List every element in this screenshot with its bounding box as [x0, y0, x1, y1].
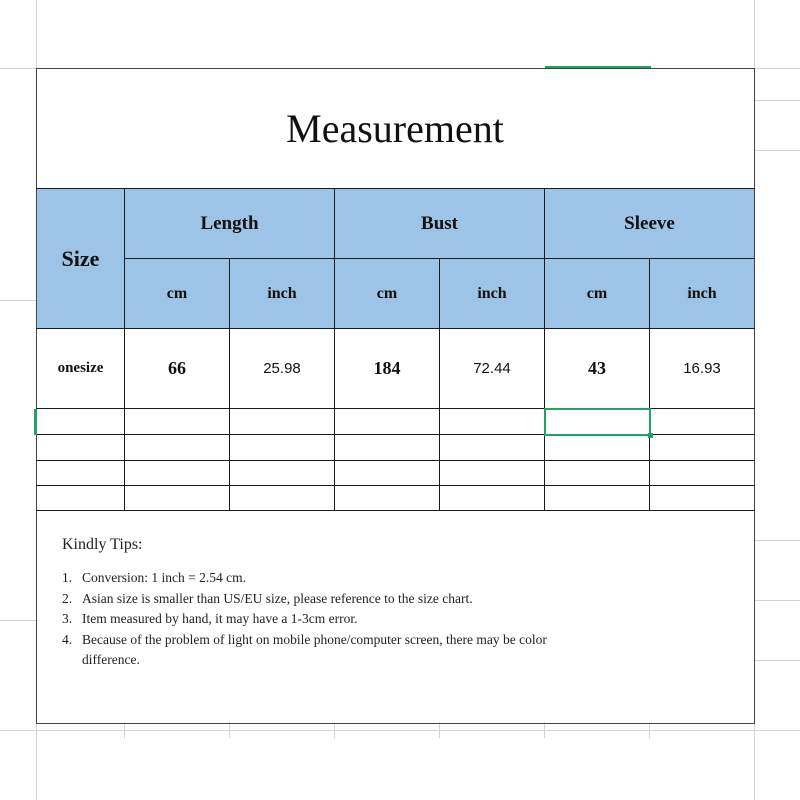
- unit-label: cm: [166, 284, 188, 302]
- table-line: [229, 258, 230, 511]
- gridline: [439, 722, 440, 738]
- table-line: [439, 258, 440, 511]
- group-label: Length: [200, 212, 259, 234]
- table-line: [36, 188, 755, 189]
- empty-cell[interactable]: [37, 409, 124, 434]
- empty-cell[interactable]: [37, 435, 124, 460]
- table-line: [649, 258, 650, 511]
- fill-handle[interactable]: [648, 433, 653, 438]
- empty-cell[interactable]: [37, 461, 124, 485]
- group-label: Sleeve: [624, 212, 675, 234]
- table-cell[interactable]: 72.44: [473, 360, 511, 377]
- table-line: [36, 485, 755, 486]
- size-header-cell[interactable]: [37, 189, 124, 328]
- table-line: [36, 510, 755, 511]
- tips-list: [62, 568, 562, 671]
- group-header-sleeve[interactable]: [545, 189, 754, 258]
- gridline: [0, 300, 36, 301]
- list-item: 1. Conversion: 1 inch = 2.54 cm.: [62, 570, 246, 585]
- gridline: [754, 150, 800, 151]
- group-label: Bust: [421, 212, 458, 234]
- table-cell[interactable]: 16.93: [683, 360, 721, 377]
- page-title: Measurement: [286, 105, 504, 151]
- gridline: [334, 722, 335, 738]
- gridline: [544, 722, 545, 738]
- unit-label: cm: [586, 284, 608, 302]
- unit-label: inch: [687, 284, 717, 302]
- unit-label: inch: [267, 284, 297, 302]
- unit-label: cm: [376, 284, 398, 302]
- table-line: [36, 460, 755, 461]
- table-line: [124, 188, 125, 511]
- table-cell[interactable]: 184: [373, 358, 401, 378]
- unit-header-cell[interactable]: [650, 259, 754, 328]
- gridline: [124, 722, 125, 738]
- table-line: [334, 188, 335, 511]
- group-header-bust[interactable]: [335, 189, 544, 258]
- unit-header-cell[interactable]: [230, 259, 334, 328]
- unit-header-cell[interactable]: [125, 259, 229, 328]
- group-header-length[interactable]: [125, 189, 334, 258]
- table-cell[interactable]: 25.98: [263, 360, 301, 377]
- list-item: 4. Because of the problem of light on mobile phone/computer screen, there may be color difference.: [62, 631, 547, 667]
- outer-border-bottom: [36, 723, 755, 724]
- list-item: 3. Item measured by hand, it may have a 1-3cm error.: [62, 611, 358, 626]
- gridline: [0, 730, 800, 731]
- table-line: [544, 188, 545, 511]
- gridline: [229, 722, 230, 738]
- table-line: [36, 328, 755, 329]
- gridline: [754, 600, 800, 601]
- gridline: [0, 620, 36, 621]
- table-cell[interactable]: 66: [168, 358, 186, 378]
- gridline: [649, 722, 650, 738]
- empty-cell[interactable]: [37, 486, 124, 510]
- list-item: 2. Asian size is smaller than US/EU size, please reference to the size chart.: [62, 590, 473, 606]
- unit-header-cell[interactable]: [440, 259, 544, 328]
- tips-heading: Kindly Tips:: [62, 536, 143, 553]
- unit-label: inch: [477, 284, 507, 302]
- size-header-label: Size: [61, 245, 100, 271]
- unit-header-cell[interactable]: [335, 259, 439, 328]
- gridline: [754, 660, 800, 661]
- unit-header-cell[interactable]: [545, 259, 649, 328]
- table-cell[interactable]: 43: [588, 358, 606, 378]
- gridline: [754, 100, 800, 101]
- gridline: [754, 540, 800, 541]
- row-selection-marker: [34, 409, 37, 435]
- outer-border-right: [754, 68, 755, 724]
- active-cell-selection[interactable]: [544, 408, 651, 436]
- table-row-label[interactable]: onesize: [57, 360, 104, 376]
